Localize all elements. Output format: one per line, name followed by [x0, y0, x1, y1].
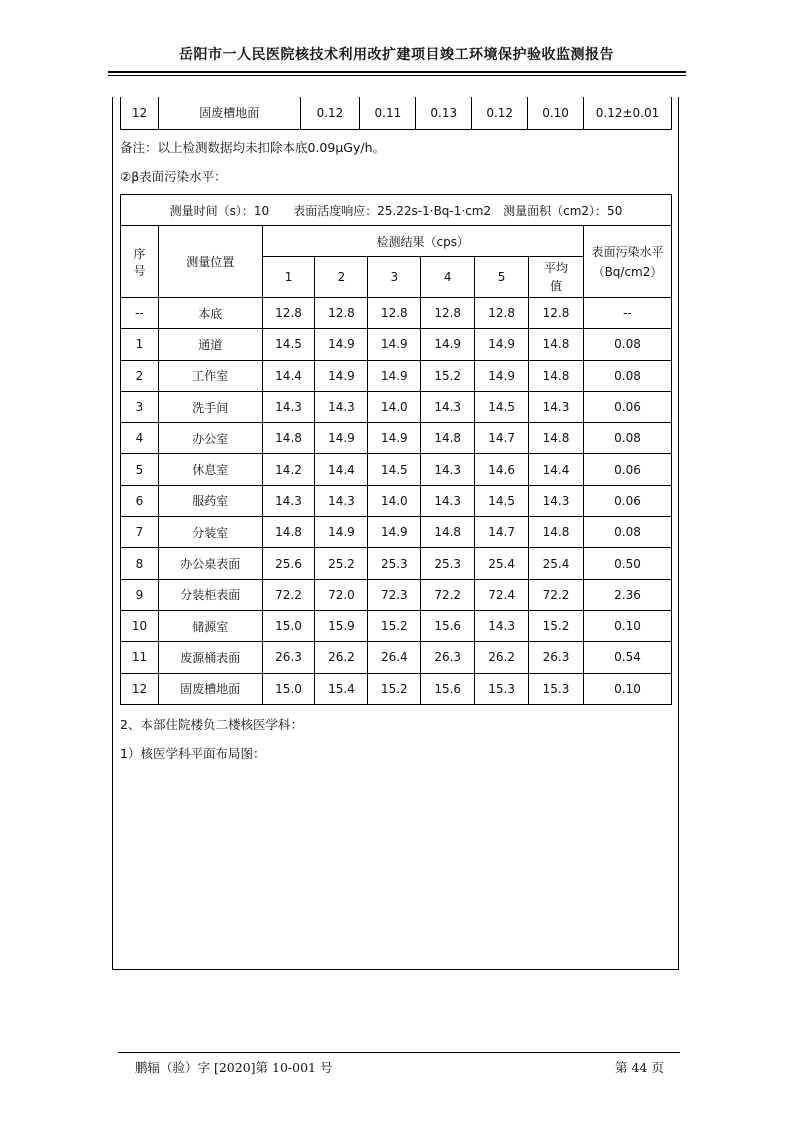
cell-value: 14.4 — [262, 360, 315, 391]
cell-value: 0.10 — [528, 97, 584, 129]
cell-value: 14.9 — [315, 360, 368, 391]
cell-value: 26.3 — [421, 642, 475, 673]
cell-value: 26.3 — [262, 642, 315, 673]
table-meta-row — [121, 195, 672, 226]
cell-mean: 14.8 — [529, 329, 584, 360]
cell-value: 25.3 — [368, 548, 421, 579]
cell-seq: 2 — [121, 360, 159, 391]
section2-1-heading: 1）核医学科平面布局图： — [120, 746, 266, 761]
table-body — [121, 298, 672, 705]
cell-value: 14.3 — [315, 485, 368, 516]
cell-position: 通道 — [158, 329, 262, 360]
cell-position: 本底 — [158, 298, 262, 329]
cell-seq: 10 — [121, 610, 159, 641]
cell-value: 14.8 — [262, 423, 315, 454]
cell-contamination: 0.08 — [583, 329, 671, 360]
cell-value: 0.13 — [416, 97, 472, 129]
cell-position: 固废槽地面 — [158, 97, 300, 129]
cell-value: 72.2 — [421, 579, 475, 610]
cell-value: 26.4 — [368, 642, 421, 673]
cell-value: 15.0 — [262, 610, 315, 641]
cell-value: 14.7 — [475, 423, 529, 454]
cell-position: 储源室 — [158, 610, 262, 641]
table-row — [121, 485, 672, 516]
cell-seq: 8 — [121, 548, 159, 579]
cell-value: 12.8 — [421, 298, 475, 329]
cell-seq: 5 — [121, 454, 159, 485]
cell-value: 15.2 — [421, 360, 475, 391]
cell-contamination: 0.06 — [583, 454, 671, 485]
cell-position: 休息室 — [158, 454, 262, 485]
header-sub-3: 3 — [368, 257, 421, 298]
header-sub-2: 2 — [315, 257, 368, 298]
cell-mean: 14.3 — [529, 485, 584, 516]
cell-mean: 14.4 — [529, 454, 584, 485]
cell-mean: 72.2 — [529, 579, 584, 610]
cell-value: 15.6 — [421, 673, 475, 704]
cell-value: 14.8 — [262, 517, 315, 548]
cell-value: 14.3 — [421, 485, 475, 516]
cell-contamination: 0.10 — [583, 610, 671, 641]
cell-value: 15.6 — [421, 610, 475, 641]
gamma-table-continuation — [120, 97, 672, 130]
cell-mean: 26.3 — [529, 642, 584, 673]
table-row — [121, 642, 672, 673]
cell-contamination: 0.54 — [583, 642, 671, 673]
cell-value: 14.9 — [315, 517, 368, 548]
table-row — [121, 97, 672, 129]
cell-value: 14.9 — [368, 329, 421, 360]
cell-seq: 9 — [121, 579, 159, 610]
cell-seq: 1 — [121, 329, 159, 360]
cell-value: 25.2 — [315, 548, 368, 579]
table-row — [121, 298, 672, 329]
footer-doc-number: 鹏辐（验）字 [2020]第 10-001 号 — [135, 1060, 333, 1075]
cell-seq: 11 — [121, 642, 159, 673]
cell-seq: 12 — [121, 97, 159, 129]
header-rule — [108, 71, 686, 73]
cell-mean: 15.3 — [529, 673, 584, 704]
cell-value: 14.3 — [262, 485, 315, 516]
table-row — [121, 579, 672, 610]
cell-mean: 14.8 — [529, 423, 584, 454]
cell-value: 12.8 — [315, 298, 368, 329]
header-contamination: 表面污染水平（Bq/cm2） — [583, 226, 671, 298]
header-rule-thin — [108, 75, 686, 76]
cell-position: 分装室 — [158, 517, 262, 548]
cell-value: 26.2 — [475, 642, 529, 673]
cell-value: 72.2 — [262, 579, 315, 610]
measurement-parameters: 测量时间（s）：10 表面活度响应：25.22s-1·Bq-1·cm2 测量面积（cm2）：50 — [121, 195, 672, 226]
cell-value: 15.3 — [475, 673, 529, 704]
cell-value: 14.3 — [421, 454, 475, 485]
cell-position: 分装柜表面 — [158, 579, 262, 610]
cell-contamination: 0.08 — [583, 360, 671, 391]
cell-value: 15.4 — [315, 673, 368, 704]
header-position: 测量位置 — [158, 226, 262, 298]
cell-mean: 14.8 — [529, 360, 584, 391]
cell-value: 12.8 — [475, 298, 529, 329]
cell-contamination: 0.08 — [583, 517, 671, 548]
cell-value: 14.3 — [315, 391, 368, 422]
cell-value: 14.9 — [315, 329, 368, 360]
cell-contamination: 2.36 — [583, 579, 671, 610]
cell-mean: 0.12±0.01 — [584, 97, 672, 129]
cell-contamination: 0.06 — [583, 391, 671, 422]
cell-value: 14.0 — [368, 391, 421, 422]
cell-contamination: 0.50 — [583, 548, 671, 579]
cell-position: 洗手间 — [158, 391, 262, 422]
section2-heading: 2、本部住院楼负二楼核医学科： — [120, 717, 303, 732]
cell-value: 14.3 — [421, 391, 475, 422]
table-row — [121, 454, 672, 485]
remark-text: 备注：以上检测数据均未扣除本底0.09μGy/h。 — [120, 140, 386, 155]
table-row — [121, 329, 672, 360]
cell-value: 72.4 — [475, 579, 529, 610]
cell-value: 25.4 — [475, 548, 529, 579]
table-row — [121, 360, 672, 391]
cell-seq: -- — [121, 298, 159, 329]
cell-seq: 6 — [121, 485, 159, 516]
cell-value: 14.6 — [475, 454, 529, 485]
cell-mean: 14.3 — [529, 391, 584, 422]
cell-value: 14.2 — [262, 454, 315, 485]
footer-page-number: 第 44 页 — [615, 1060, 664, 1075]
cell-value: 25.6 — [262, 548, 315, 579]
cell-position: 服药室 — [158, 485, 262, 516]
cell-mean: 15.2 — [529, 610, 584, 641]
cell-seq: 4 — [121, 423, 159, 454]
cell-value: 14.9 — [315, 423, 368, 454]
cell-value: 14.5 — [475, 391, 529, 422]
cell-seq: 7 — [121, 517, 159, 548]
table-row — [121, 423, 672, 454]
table-header-row — [121, 226, 672, 257]
cell-value: 14.3 — [475, 610, 529, 641]
cell-mean: 12.8 — [529, 298, 584, 329]
cell-seq: 12 — [121, 673, 159, 704]
cell-contamination: -- — [583, 298, 671, 329]
cell-value: 0.11 — [360, 97, 416, 129]
cell-mean: 25.4 — [529, 548, 584, 579]
cell-value: 14.9 — [475, 329, 529, 360]
cell-contamination: 0.08 — [583, 423, 671, 454]
table-row — [121, 673, 672, 704]
section-beta-heading: ②β表面污染水平： — [120, 169, 227, 184]
cell-value: 14.9 — [368, 423, 421, 454]
cell-position: 办公桌表面 — [158, 548, 262, 579]
cell-position: 工作室 — [158, 360, 262, 391]
cell-position: 办公室 — [158, 423, 262, 454]
table-row — [121, 517, 672, 548]
cell-value: 0.12 — [300, 97, 360, 129]
cell-value: 14.3 — [262, 391, 315, 422]
cell-value: 14.9 — [368, 360, 421, 391]
header-seq: 序号 — [121, 226, 159, 298]
cell-value: 14.9 — [475, 360, 529, 391]
cell-mean: 14.8 — [529, 517, 584, 548]
cell-value: 14.7 — [475, 517, 529, 548]
header-sub-4: 4 — [421, 257, 475, 298]
header-result: 检测结果（cps） — [262, 226, 583, 257]
cell-seq: 3 — [121, 391, 159, 422]
cell-contamination: 0.10 — [583, 673, 671, 704]
cell-value: 26.2 — [315, 642, 368, 673]
cell-value: 25.3 — [421, 548, 475, 579]
cell-value: 14.5 — [262, 329, 315, 360]
table-row — [121, 548, 672, 579]
cell-position: 固废槽地面 — [158, 673, 262, 704]
cell-value: 14.9 — [368, 517, 421, 548]
cell-value: 15.2 — [368, 610, 421, 641]
beta-contamination-table — [120, 194, 672, 705]
cell-value: 12.8 — [262, 298, 315, 329]
cell-position: 废源桶表面 — [158, 642, 262, 673]
cell-value: 72.0 — [315, 579, 368, 610]
cell-value: 14.5 — [475, 485, 529, 516]
cell-contamination: 0.06 — [583, 485, 671, 516]
page-header-title: 岳阳市一人民医院核技术利用改扩建项目竣工环境保护验收监测报告 — [179, 47, 614, 63]
table-row — [121, 610, 672, 641]
cell-value: 15.0 — [262, 673, 315, 704]
cell-value: 14.8 — [421, 517, 475, 548]
table-row — [121, 391, 672, 422]
header-sub-5: 5 — [475, 257, 529, 298]
cell-value: 14.4 — [315, 454, 368, 485]
cell-value: 72.3 — [368, 579, 421, 610]
cell-value: 14.0 — [368, 485, 421, 516]
cell-value: 15.2 — [368, 673, 421, 704]
cell-value: 14.5 — [368, 454, 421, 485]
footer-rule — [118, 1052, 680, 1053]
cell-value: 14.8 — [421, 423, 475, 454]
cell-value: 12.8 — [368, 298, 421, 329]
cell-value: 15.9 — [315, 610, 368, 641]
cell-value: 0.12 — [472, 97, 528, 129]
header-sub-1: 1 — [262, 257, 315, 298]
cell-value: 14.9 — [421, 329, 475, 360]
header-sub-mean: 平均值 — [529, 257, 584, 298]
